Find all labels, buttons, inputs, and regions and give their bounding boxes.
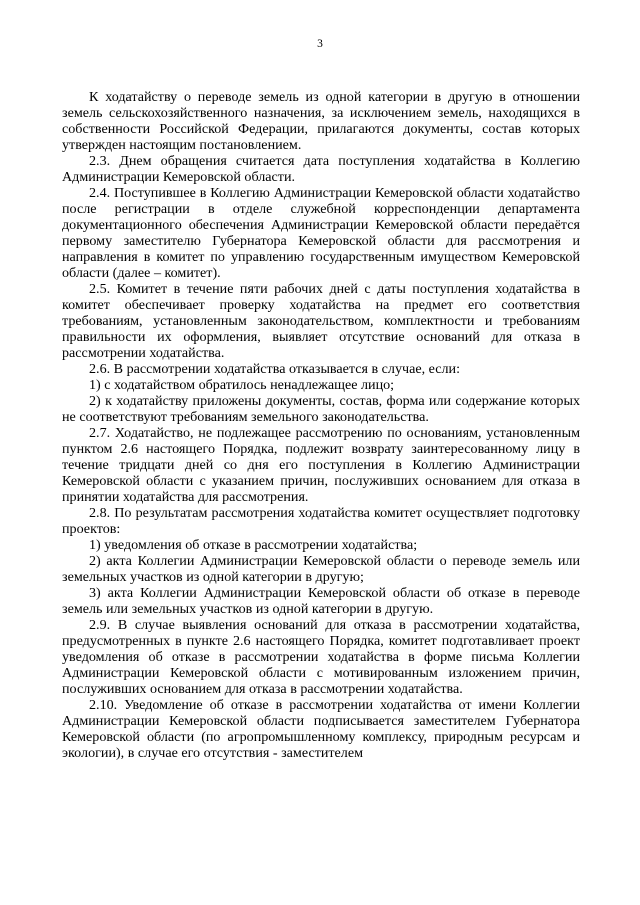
paragraph: 2.6. В рассмотрении ходатайства отказывается в случае, если: [89, 361, 460, 377]
document-body [62, 89, 580, 761]
paragraph: К ходатайству о переводе земель из одной категории в другую в отношении земель сельскохозяйственного назначения, за исключением земель, находящихся в собственности Российской Федерации, прилагаются документы, состав которых утвержден настоящим постановлением. [62, 89, 580, 153]
paragraph: 2.10. Уведомление об отказе в рассмотрении ходатайства от имени Коллегии Администрации Кемеровской области подписывается заместителем Губернатора Кемеровской области (по агропромышленному комплексу, природным ресурсам и экологии), в случае его отсутствия - заместителем [62, 697, 580, 761]
paragraph: 1) уведомления об отказе в рассмотрении ходатайства; [89, 537, 418, 553]
paragraph: 2.8. По результатам рассмотрения ходатайства комитет осуществляет подготовку проектов: [62, 505, 580, 537]
paragraph: 2) к ходатайству приложены документы, состав, форма или содержание которых не соответствуют требованиям земельного законодательства. [62, 393, 580, 425]
paragraph: 2.3. Днем обращения считается дата поступления ходатайства в Коллегию Администрации Кемеровской области. [62, 153, 580, 185]
page-number: 3 [317, 38, 323, 50]
paragraph: 3) акта Коллегии Администрации Кемеровской области об отказе в переводе земель или земельных участков из одной категории в другую. [62, 585, 580, 617]
paragraph: 2) акта Коллегии Администрации Кемеровской области о переводе земель или земельных участков из одной категории в другую; [62, 553, 580, 585]
paragraph: 1) с ходатайством обратилось ненадлежащее лицо; [89, 377, 395, 393]
paragraph: 2.7. Ходатайство, не подлежащее рассмотрению по основаниям, установленным пунктом 2.6 настоящего Порядка, подлежит возврату заинтересованному лицу в течение тридцати дней со дня его поступления в Коллегию Администрации Кемеровской области с указанием причин, послуживших основанием для отказа в принятии ходатайства для рассмотрения. [62, 425, 580, 505]
paragraph: 2.9. В случае выявления оснований для отказа в рассмотрении ходатайства, предусмотренных в пункте 2.6 настоящего Порядка, комитет подготавливает проект уведомления об отказе в рассмотрении ходатайства в форме письма Коллегии Администрации Кемеровской области с мотивированным изложением причин, послуживших основанием для отказа в рассмотрении ходатайства. [62, 617, 580, 697]
paragraph: 2.4. Поступившее в Коллегию Администрации Кемеровской области ходатайство после регистрации в отделе служебной корреспонденции департамента документационного обеспечения Администрации Кемеровской области передаётся первому заместителю Губернатора Кемеровской области для рассмотрения и направления в комитет по управлению государственным имуществом Кемеровской области (далее – комитет). [62, 185, 580, 281]
paragraph: 2.5. Комитет в течение пяти рабочих дней с даты поступления ходатайства в комитет обеспечивает проверку ходатайства на предмет его соответствия требованиям, установленным законодательством, комплектности и требованиям правильности их оформления, выявляет отсутствие оснований для отказа в рассмотрении ходатайства. [62, 281, 580, 361]
